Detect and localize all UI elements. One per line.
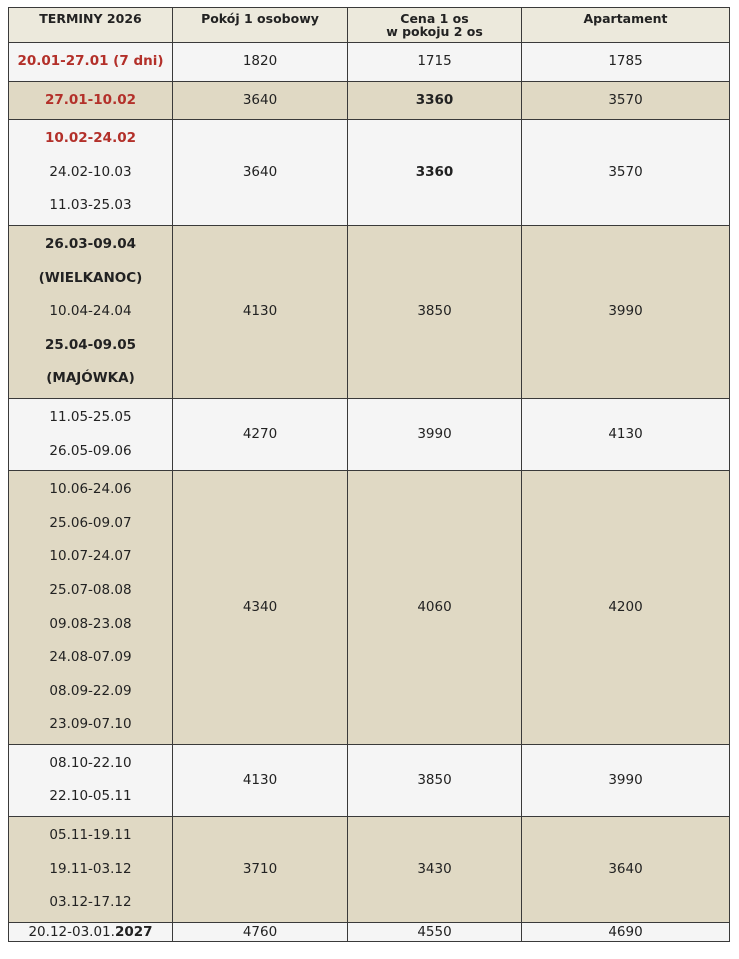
price-double: 1715 — [348, 43, 522, 82]
date-range: 26.03-09.04 — [44, 235, 136, 252]
table-row — [9, 120, 730, 226]
price-double: 3360 — [348, 81, 522, 120]
date-range: 22.10-05.11 — [49, 788, 132, 805]
header-double-line1: Cena 1 os — [400, 11, 469, 26]
price-double: 3430 — [348, 817, 522, 923]
date-range: 10.07-24.07 — [49, 548, 132, 565]
date-range: 25.07-08.08 — [49, 581, 132, 598]
header-double-room — [348, 8, 522, 43]
price-apartment: 4690 — [522, 922, 730, 941]
price-single: 1820 — [173, 43, 348, 82]
price-single: 4130 — [173, 225, 348, 398]
date-range: 03.12-17.12 — [49, 894, 132, 911]
dates-cell — [9, 120, 173, 226]
header-row — [9, 8, 730, 43]
holiday-label: (WIELKANOC) — [38, 269, 143, 286]
price-double: 4550 — [348, 922, 522, 941]
dates-cell — [9, 744, 173, 816]
date-range: 26.05-09.06 — [49, 442, 132, 459]
date-range: 25.04-09.05 — [44, 336, 136, 353]
dates-cell — [9, 81, 173, 120]
date-range: 10.06-24.06 — [49, 481, 132, 498]
price-table — [8, 7, 730, 942]
header-double-line2: w pokoju 2 os — [386, 24, 483, 39]
date-range: 24.02-10.03 — [49, 163, 132, 180]
date-range: 11.05-25.05 — [49, 408, 132, 425]
price-apartment: 3570 — [522, 120, 730, 226]
price-apartment: 3570 — [522, 81, 730, 120]
price-double: 3850 — [348, 744, 522, 816]
date-range: 23.09-07.10 — [49, 716, 132, 733]
price-apartment: 4130 — [522, 398, 730, 470]
price-apartment: 3640 — [522, 817, 730, 923]
table-row — [9, 922, 730, 941]
table-row — [9, 471, 730, 745]
date-range: 11.03-25.03 — [49, 197, 132, 214]
date-range: 25.06-09.07 — [49, 514, 132, 531]
price-apartment: 1785 — [522, 43, 730, 82]
date-range: 05.11-19.11 — [49, 827, 132, 844]
date-range: 20.01-27.01 (7 dni) — [17, 53, 164, 69]
date-range: 27.01-10.02 — [44, 91, 136, 108]
table-row — [9, 398, 730, 470]
dates-cell — [9, 817, 173, 923]
table-row — [9, 744, 730, 816]
table-row — [9, 43, 730, 82]
price-double: 3360 — [348, 120, 522, 226]
date-range: 10.02-24.02 — [44, 130, 136, 147]
dates-cell — [9, 922, 173, 941]
header-terms: TERMINY 2026 — [9, 8, 173, 43]
price-apartment: 3990 — [522, 225, 730, 398]
holiday-label: (MAJÓWKA) — [46, 370, 135, 387]
price-single: 4270 — [173, 398, 348, 470]
date-range: 08.10-22.10 — [49, 754, 132, 771]
dates-cell — [9, 398, 173, 470]
price-single: 4340 — [173, 471, 348, 745]
header-single-room: Pokój 1 osobowy — [173, 8, 348, 43]
table-row — [9, 817, 730, 923]
price-single: 4130 — [173, 744, 348, 816]
price-single: 4760 — [173, 922, 348, 941]
date-range: 20.12-03.01. — [28, 923, 115, 940]
year-label: 2027 — [114, 923, 153, 940]
table-row — [9, 225, 730, 398]
date-range: 09.08-23.08 — [49, 615, 132, 632]
price-double: 3850 — [348, 225, 522, 398]
price-double: 4060 — [348, 471, 522, 745]
date-range: 10.04-24.04 — [49, 303, 132, 320]
date-range: 19.11-03.12 — [49, 860, 132, 877]
price-single: 3640 — [173, 81, 348, 120]
date-range: 24.08-07.09 — [49, 649, 132, 666]
price-single: 3640 — [173, 120, 348, 226]
price-double: 3990 — [348, 398, 522, 470]
dates-cell — [9, 43, 173, 82]
price-single: 3710 — [173, 817, 348, 923]
table-row — [9, 81, 730, 120]
dates-cell — [9, 225, 173, 398]
header-apartment: Apartament — [522, 8, 730, 43]
dates-cell — [9, 471, 173, 745]
price-apartment: 3990 — [522, 744, 730, 816]
price-apartment: 4200 — [522, 471, 730, 745]
date-range: 08.09-22.09 — [49, 682, 132, 699]
